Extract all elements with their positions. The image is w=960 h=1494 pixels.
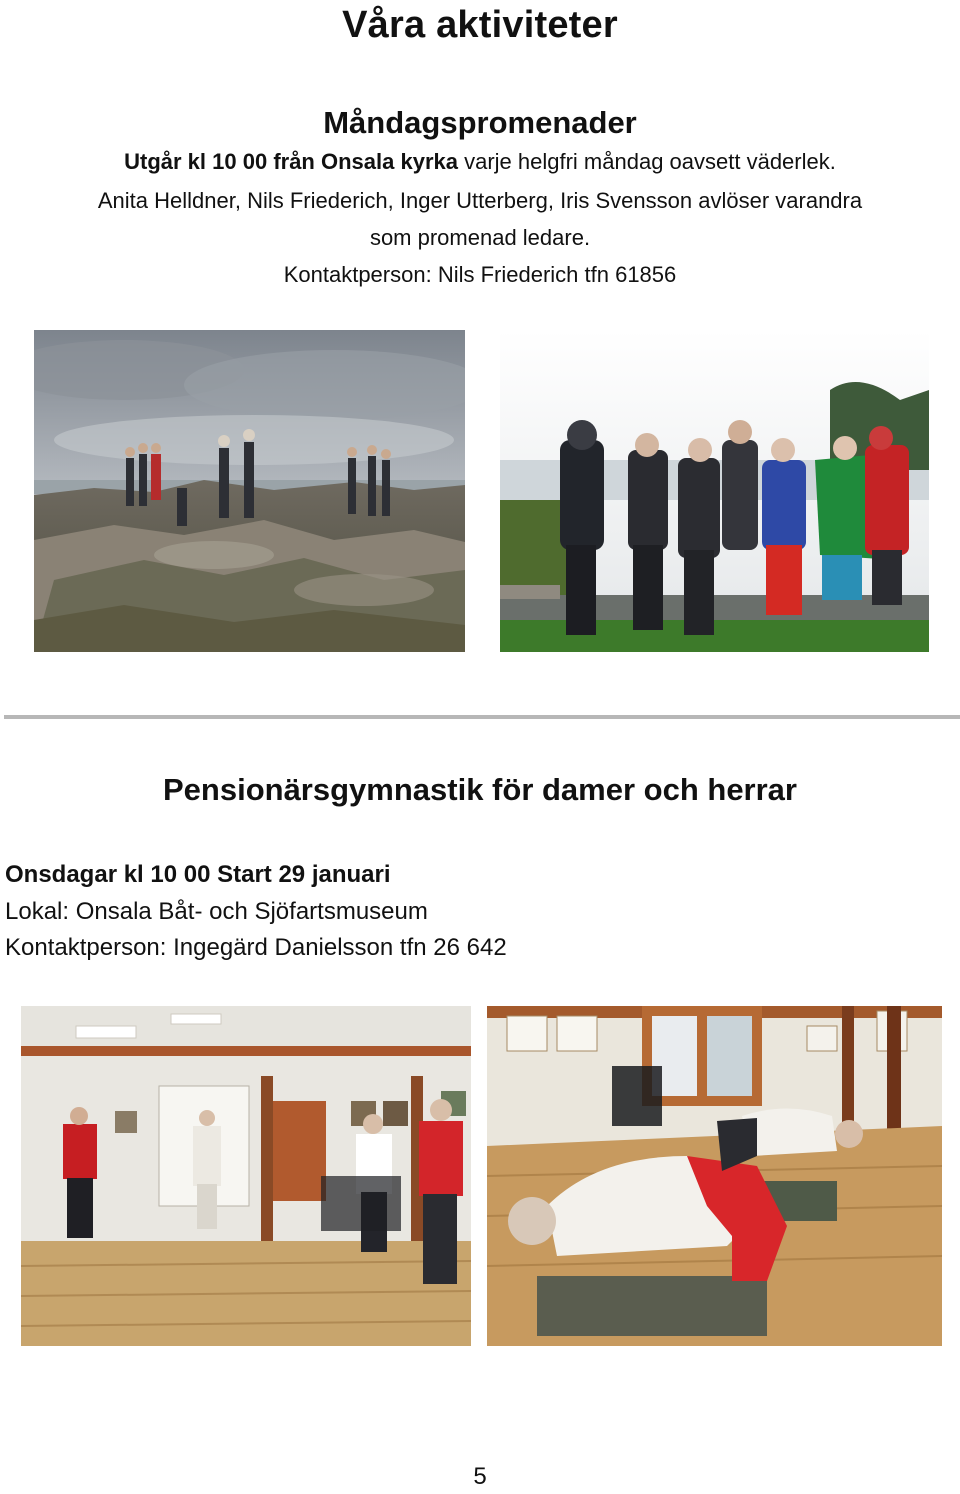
walks-contact-line: Kontaktperson: Nils Friederich tfn 61856 [283, 262, 677, 287]
rocky-coast-walkers-photo [34, 330, 465, 652]
gymnastics-schedule-line: Onsdagar kl 10 00 Start 29 januari [5, 861, 391, 888]
walks-leaders-line-cont: som promenad ledare. [369, 225, 591, 250]
walks-meeting-point: Utgår kl 10 00 från Onsala kyrka [124, 149, 458, 174]
standing-exercise-photo [21, 1006, 471, 1346]
gymnastics-venue-line: Lokal: Onsala Båt- och Sjöfartsmuseum [5, 898, 428, 925]
section-divider [4, 715, 960, 719]
walks-schedule-rest: varje helgfri måndag oavsett väderlek. [457, 149, 836, 174]
floor-exercise-photo [487, 1006, 942, 1346]
rain-group-photo [500, 330, 929, 652]
walks-heading: Måndagspromenader [323, 105, 637, 140]
walks-schedule-line [0, 143, 960, 180]
page-number: 5 [473, 1463, 487, 1490]
gymnastics-heading: Pensionärsgymnastik för damer och herrar [162, 772, 797, 807]
gymnastics-contact-line: Kontaktperson: Ingegärd Danielsson tfn 26 642 [5, 934, 507, 961]
page-title: Våra aktiviteter [342, 4, 618, 46]
walks-leaders-line: Anita Helldner, Nils Friederich, Inger Utterberg, Iris Svensson avlöser varandra [97, 188, 863, 213]
